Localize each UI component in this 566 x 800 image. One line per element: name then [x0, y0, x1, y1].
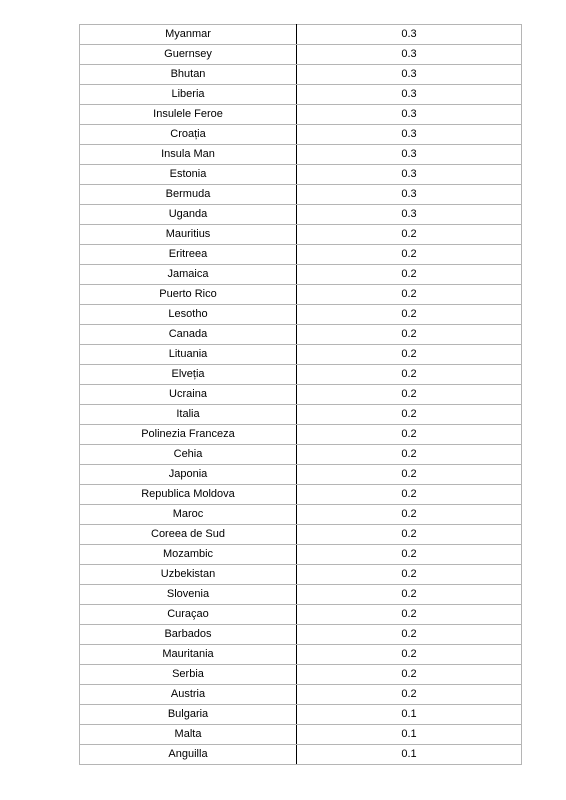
table-row — [80, 325, 522, 345]
country-value-table — [79, 24, 522, 765]
value-cell: 0.2 — [297, 405, 522, 425]
value-cell: 0.1 — [297, 705, 522, 725]
country-cell: Estonia — [80, 165, 297, 185]
table-row — [80, 45, 522, 65]
value-cell: 0.3 — [297, 25, 522, 45]
country-cell: Mozambic — [80, 545, 297, 565]
table-row — [80, 405, 522, 425]
country-cell: Croația — [80, 125, 297, 145]
value-cell: 0.2 — [297, 385, 522, 405]
table-row — [80, 625, 522, 645]
table-row — [80, 385, 522, 405]
value-cell: 0.2 — [297, 345, 522, 365]
value-cell: 0.2 — [297, 245, 522, 265]
country-cell: Myanmar — [80, 25, 297, 45]
value-cell: 0.3 — [297, 85, 522, 105]
table-body — [80, 25, 522, 765]
value-cell: 0.2 — [297, 305, 522, 325]
country-cell: Elveția — [80, 365, 297, 385]
table-row — [80, 465, 522, 485]
country-cell: Uganda — [80, 205, 297, 225]
country-cell: Uzbekistan — [80, 565, 297, 585]
table-row — [80, 145, 522, 165]
country-cell: Ucraina — [80, 385, 297, 405]
table-row — [80, 265, 522, 285]
country-cell: Japonia — [80, 465, 297, 485]
value-cell: 0.2 — [297, 485, 522, 505]
table-row — [80, 725, 522, 745]
country-cell: Bermuda — [80, 185, 297, 205]
value-cell: 0.3 — [297, 45, 522, 65]
value-cell: 0.3 — [297, 205, 522, 225]
table-row — [80, 665, 522, 685]
country-cell: Mauritius — [80, 225, 297, 245]
table-row — [80, 745, 522, 765]
table-row — [80, 25, 522, 45]
country-cell: Anguilla — [80, 745, 297, 765]
country-cell: Coreea de Sud — [80, 525, 297, 545]
country-cell: Slovenia — [80, 585, 297, 605]
country-cell: Insulele Feroe — [80, 105, 297, 125]
table-row — [80, 685, 522, 705]
value-cell: 0.3 — [297, 185, 522, 205]
table-row — [80, 125, 522, 145]
table-row — [80, 85, 522, 105]
table-row — [80, 545, 522, 565]
table-row — [80, 345, 522, 365]
table-row — [80, 505, 522, 525]
country-cell: Lesotho — [80, 305, 297, 325]
country-cell: Bulgaria — [80, 705, 297, 725]
value-cell: 0.2 — [297, 505, 522, 525]
value-cell: 0.2 — [297, 465, 522, 485]
country-cell: Bhutan — [80, 65, 297, 85]
value-cell: 0.2 — [297, 685, 522, 705]
table-row — [80, 605, 522, 625]
value-cell: 0.2 — [297, 325, 522, 345]
country-cell: Austria — [80, 685, 297, 705]
country-cell: Mauritania — [80, 645, 297, 665]
table-row — [80, 565, 522, 585]
value-cell: 0.3 — [297, 65, 522, 85]
value-cell: 0.2 — [297, 225, 522, 245]
value-cell: 0.2 — [297, 285, 522, 305]
value-cell: 0.2 — [297, 645, 522, 665]
country-cell: Eritreea — [80, 245, 297, 265]
table-row — [80, 705, 522, 725]
table-row — [80, 185, 522, 205]
table-row — [80, 165, 522, 185]
country-cell: Lituania — [80, 345, 297, 365]
value-cell: 0.2 — [297, 665, 522, 685]
country-cell: Polinezia Franceza — [80, 425, 297, 445]
country-cell: Puerto Rico — [80, 285, 297, 305]
country-cell: Curaçao — [80, 605, 297, 625]
value-cell: 0.2 — [297, 525, 522, 545]
table-row — [80, 645, 522, 665]
value-cell: 0.3 — [297, 165, 522, 185]
country-cell: Canada — [80, 325, 297, 345]
value-cell: 0.2 — [297, 425, 522, 445]
value-cell: 0.2 — [297, 365, 522, 385]
table-row — [80, 585, 522, 605]
country-cell: Malta — [80, 725, 297, 745]
table-row — [80, 305, 522, 325]
country-cell: Cehia — [80, 445, 297, 465]
value-cell: 0.2 — [297, 445, 522, 465]
table-row — [80, 65, 522, 85]
table-row — [80, 225, 522, 245]
country-cell: Jamaica — [80, 265, 297, 285]
value-cell: 0.2 — [297, 265, 522, 285]
country-cell: Italia — [80, 405, 297, 425]
table-row — [80, 445, 522, 465]
table-row — [80, 485, 522, 505]
value-cell: 0.3 — [297, 125, 522, 145]
country-cell: Guernsey — [80, 45, 297, 65]
country-cell: Barbados — [80, 625, 297, 645]
value-cell: 0.1 — [297, 745, 522, 765]
table-row — [80, 205, 522, 225]
value-cell: 0.1 — [297, 725, 522, 745]
table-row — [80, 105, 522, 125]
country-cell: Liberia — [80, 85, 297, 105]
value-cell: 0.2 — [297, 585, 522, 605]
table-row — [80, 425, 522, 445]
table-row — [80, 285, 522, 305]
value-cell: 0.2 — [297, 545, 522, 565]
country-cell: Maroc — [80, 505, 297, 525]
table-row — [80, 245, 522, 265]
table-row — [80, 525, 522, 545]
value-cell: 0.2 — [297, 565, 522, 585]
country-cell: Insula Man — [80, 145, 297, 165]
country-cell: Serbia — [80, 665, 297, 685]
value-cell: 0.3 — [297, 145, 522, 165]
value-cell: 0.3 — [297, 105, 522, 125]
table-row — [80, 365, 522, 385]
country-cell: Republica Moldova — [80, 485, 297, 505]
value-cell: 0.2 — [297, 625, 522, 645]
value-cell: 0.2 — [297, 605, 522, 625]
